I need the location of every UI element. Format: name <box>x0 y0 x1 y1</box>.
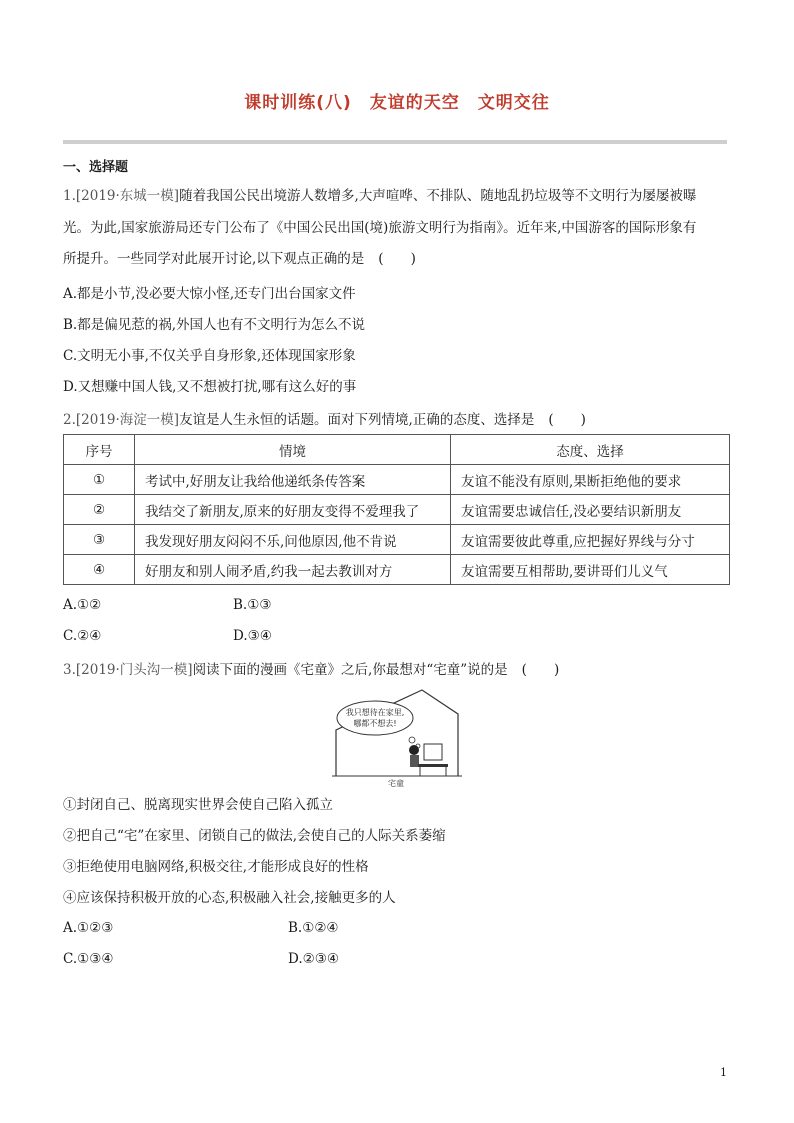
q1-option-a: A.都是小节,没必要大惊小怪,还专门出台国家文件 <box>63 286 356 302</box>
q1-source: 1.[2019·东城一模] <box>63 188 180 204</box>
table-header: 态度、选择 <box>451 435 730 465</box>
title-divider <box>63 140 727 144</box>
q2-text: 友谊是人生永恒的话题。面对下列情境,正确的态度、选择是 <box>179 412 535 428</box>
q3-statement-3: ③拒绝使用电脑网络,积极交往,才能形成良好的性格 <box>63 859 369 875</box>
table-header: 序号 <box>64 435 135 465</box>
q3-text: 阅读下面的漫画《宅童》之后,你最想对“宅童”说的是 <box>192 662 508 678</box>
q3-option-a: A.①②③ <box>63 920 114 936</box>
q3-option-b: B.①②④ <box>288 920 339 936</box>
table-cell: ② <box>64 495 135 525</box>
q1-option-c: C.文明无小事,不仅关乎自身形象,还体现国家形象 <box>63 348 356 364</box>
q1-answer-blank: ( ) <box>378 251 416 267</box>
table-header-row <box>64 435 730 465</box>
table-row <box>64 525 730 555</box>
q2-source: 2.[2019·海淀一模] <box>63 412 180 428</box>
q3-statement-2: ②把自己“宅”在家里、闭锁自己的做法,会使自己的人际关系萎缩 <box>63 828 446 844</box>
page-number: 1 <box>720 1066 727 1079</box>
table-row <box>64 555 730 585</box>
q1-text-3: 所提升。一些同学对此展开讨论,以下观点正确的是 <box>63 251 365 267</box>
q3-option-d: D.②③④ <box>288 951 339 967</box>
table-cell: 考试中,好朋友让我给他递纸条传答案 <box>135 465 451 495</box>
table-row <box>64 465 730 495</box>
table-cell: ④ <box>64 555 135 585</box>
q3-option-c: C.①③④ <box>63 951 114 967</box>
section-heading: 一、选择题 <box>63 160 129 175</box>
table-cell: 我结交了新朋友,原来的好朋友变得不爱理我了 <box>135 495 451 525</box>
cartoon-caption: 宅童 <box>388 779 404 788</box>
cartoon-bubble-text-2: 哪都不想去! <box>353 719 397 728</box>
table-cell: ③ <box>64 525 135 555</box>
q3-stem <box>63 657 733 683</box>
q1-option-b: B.都是偏见惹的祸,外国人也有不文明行为怎么不说 <box>63 317 366 333</box>
table-cell: 友谊不能没有原则,果断拒绝他的要求 <box>451 465 730 495</box>
table-cell: 好朋友和别人闹矛盾,约我一起去教训对方 <box>135 555 451 585</box>
situation-table <box>63 434 730 585</box>
q2-option-a: A.①② <box>63 597 102 613</box>
table-cell: 我发现好朋友闷闷不乐,问他原因,他不肯说 <box>135 525 451 555</box>
q3-source: 3.[2019·门头沟一模] <box>63 662 193 678</box>
q2-option-d: D.③④ <box>233 628 272 644</box>
q1-text-2: 光。为此,国家旅游局还专门公布了《中国公民出国(境)旅游文明行为指南》。近年来,中国游客的国际形象有 <box>63 220 697 236</box>
table-cell: 友谊需要彼此尊重,应把握好界线与分寸 <box>451 525 730 555</box>
table-row <box>64 495 730 525</box>
q2-option-b: B.①③ <box>233 597 272 613</box>
q1-text-1: 随着我国公民出境游人数增多,大声喧哗、不排队、随地乱扔垃圾等不文明行为屡屡被曝 <box>179 188 697 204</box>
table-cell: ① <box>64 465 135 495</box>
q3-statement-1: ①封闭自己、脱离现实世界会使自己陷入孤立 <box>63 797 333 813</box>
q2-option-c: C.②④ <box>63 628 102 644</box>
table-cell: 友谊需要互相帮助,要讲哥们儿义气 <box>451 555 730 585</box>
q3-statement-4: ④应该保持积极开放的心态,积极融入社会,接触更多的人 <box>63 890 396 906</box>
table-header: 情境 <box>135 435 451 465</box>
q3-answer-blank: ( ) <box>521 662 560 678</box>
cartoon-image <box>330 688 465 788</box>
q1-line3 <box>63 246 733 272</box>
q2-answer-blank: ( ) <box>548 412 586 428</box>
table-cell: 友谊需要忠诚信任,没必要结识新朋友 <box>451 495 730 525</box>
cartoon-bubble-text-1: 我只想待在家里, <box>345 708 405 717</box>
q2-stem <box>63 407 733 433</box>
page-title: 课时训练(八) 友谊的天空 文明交往 <box>244 93 550 113</box>
q1-line1 <box>63 183 733 209</box>
q1-option-d: D.又想赚中国人钱,又不想被打扰,哪有这么好的事 <box>63 379 357 395</box>
